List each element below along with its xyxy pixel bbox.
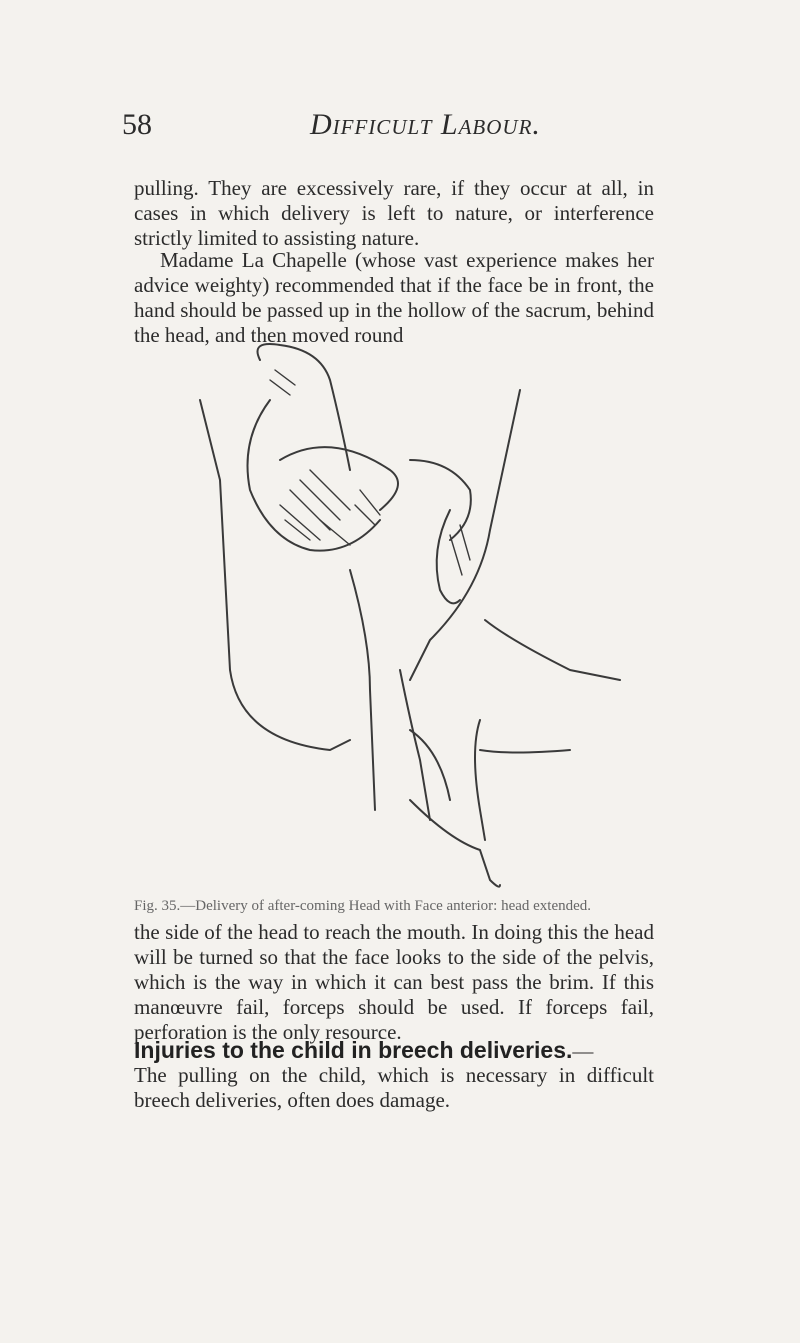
figure-caption: Fig. 35.—Delivery of after-coming Head with Face anterior: head extended.	[134, 898, 592, 914]
running-title: Difficult Labour.	[310, 108, 541, 141]
arm-outline	[410, 460, 471, 540]
head-outline	[258, 344, 351, 470]
section-heading-line	[134, 1038, 694, 1064]
section-heading: Injuries to the child in breech deliveries.	[134, 1037, 573, 1063]
pelvis-outline-right	[410, 390, 520, 680]
paragraph-4: The pulling on the child, which is necessary in difficult breech deliveries, often does damage.	[134, 1063, 654, 1112]
paragraph-3: the side of the head to reach the mouth. In doing this the head will be turned so that the face looks to the side of the pelvis, which is the way in which it can best pass the brim. If this manœuvre fail, forceps should be used. If forceps fail, perforation is the only resource.	[134, 920, 654, 1044]
pelvis-line	[485, 620, 620, 680]
page-header	[0, 108, 800, 158]
paragraph-2: Madame La Chapelle (whose vast experience makes her advice weighty) recommended that if the face be in front, the hand should be passed up in the hollow of the sacrum, behind the head, and then moved round	[134, 248, 654, 347]
shading-lines	[270, 370, 470, 575]
leg-left	[350, 570, 375, 810]
sacrum-curve	[280, 447, 398, 510]
pelvis-outline-left	[200, 400, 350, 750]
illustration-breech-delivery	[180, 340, 700, 895]
face-outline	[248, 400, 381, 551]
page-number: 58	[122, 108, 152, 141]
thigh-outline	[475, 720, 485, 840]
heading-dash: —	[572, 1039, 594, 1063]
paragraph-1: pulling. They are excessively rare, if they occur at all, in cases in which delivery is left to nature, or interference strictly limited to assisting nature.	[134, 176, 654, 250]
foot-outline	[410, 800, 500, 887]
thigh-line	[480, 750, 570, 753]
